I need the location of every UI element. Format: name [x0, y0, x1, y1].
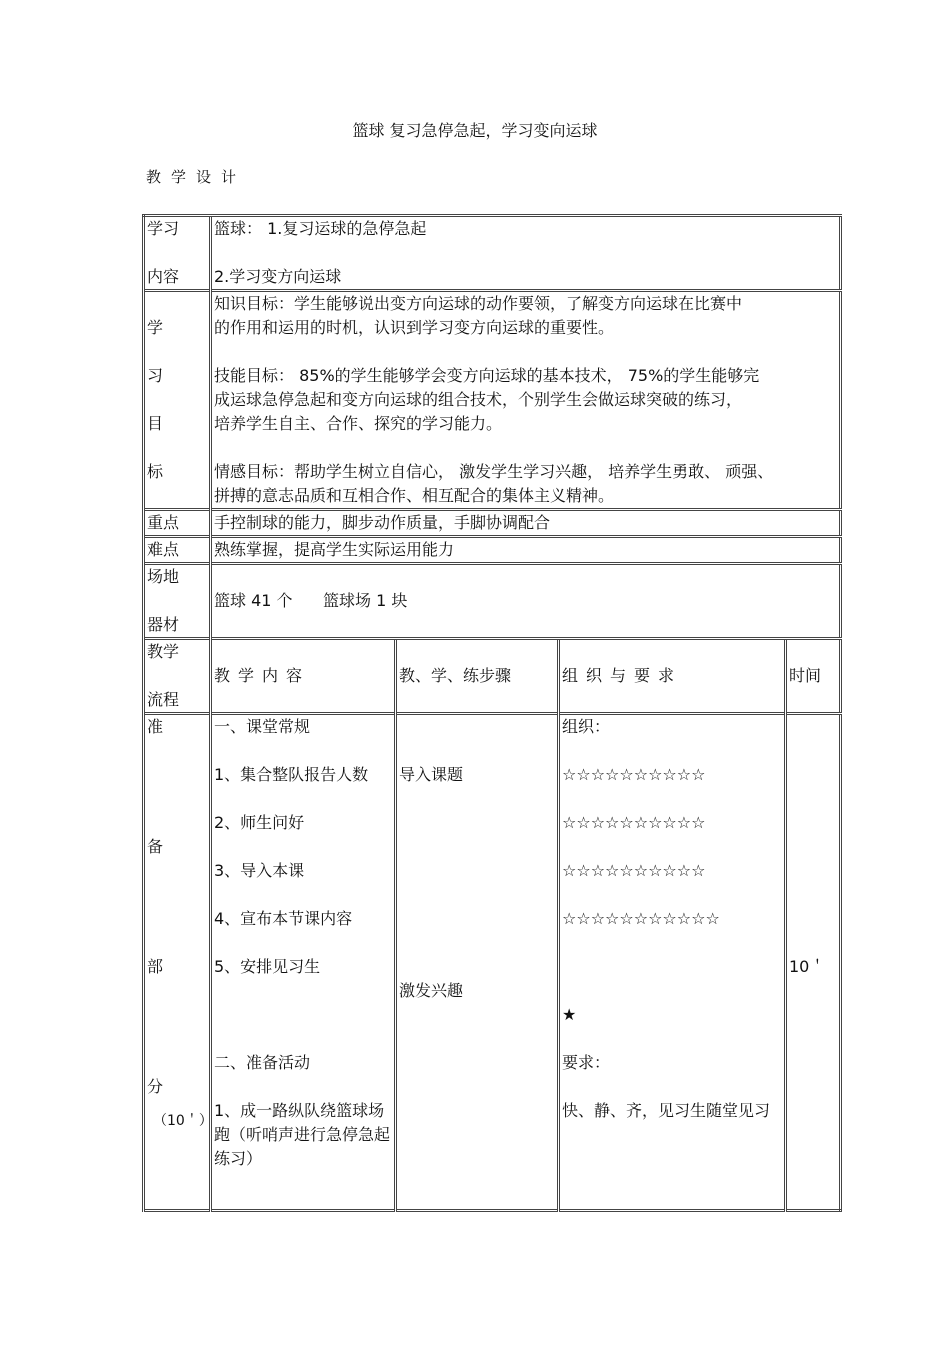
- list-item: 二、准备活动: [214, 1053, 311, 1072]
- label-prep: 准 备 部 分 （10＇）: [144, 714, 211, 1211]
- list-item: 激发兴趣: [399, 981, 464, 1000]
- list-item: 5、安排见习生: [214, 957, 321, 976]
- goals-text: 知识目标：学生能够说出变方向运球的动作要领，了解变方向运球在比赛中 的作用和运用的时机，认识到学习变方向运球的重要性。 技能目标： 85%的学生能够学会变方向运球的基本技术， 75%的学生能够完 成运球急停急起和变方向运球的组合技术，个别学生会做运球突破的练习， 培养学生自主、合作、探究的学习能力。 情感目标：帮助学生树立自信心， 激发学生学习兴趣， 培养学生勇敢、 顽强、 拼搏的意志品质和互相合作、相互配合的集体主义精神。: [211, 291, 841, 510]
- venue-text: 篮球 41 个 篮球场 1 块: [211, 564, 841, 639]
- header-steps: 教、学、练步骤: [396, 639, 559, 714]
- content-text: 篮球： 1.复习运球的急停急起 2.学习变方向运球: [211, 216, 841, 291]
- row-difficulty: [144, 537, 841, 564]
- list-item: 要求：: [562, 1053, 611, 1072]
- label-key: 重点: [144, 510, 211, 537]
- document-title: 篮球 复习急停急起，学习变向运球: [352, 121, 598, 140]
- row-key: [144, 510, 841, 537]
- formation-row: ☆☆☆☆☆☆☆☆☆☆: [562, 861, 706, 880]
- formation-row: ☆☆☆☆☆☆☆☆☆☆: [562, 813, 706, 832]
- list-item: 一、课堂常规: [214, 717, 311, 736]
- row-process-header: [144, 639, 841, 714]
- header-org: 组织与要求: [559, 639, 786, 714]
- header-time: 时间: [786, 639, 841, 714]
- row-content: [144, 216, 841, 291]
- lesson-plan-table: [142, 214, 842, 1212]
- list-item: 1、集合整队报告人数: [214, 765, 369, 784]
- goal-emotion: 情感目标：帮助学生树立自信心， 激发学生学习兴趣， 培养学生勇敢、 顽强、: [214, 462, 774, 481]
- label-goals: 学 习 目 标: [144, 291, 211, 510]
- prep-time: 10＇: [786, 714, 841, 1211]
- key-text: 手控制球的能力，脚步动作质量，手脚协调配合: [211, 510, 841, 537]
- goal-skill: 技能目标： 85%的学生能够学会变方向运球的基本技术， 75%的学生能够完: [214, 366, 760, 385]
- label-venue: 场地 器材: [144, 564, 211, 639]
- list-item: 1、成一路纵队绕篮球场跑（听哨声进行急停急起练习）: [214, 1101, 391, 1168]
- list-item: 快、静、齐，见习生随堂见习: [562, 1101, 771, 1120]
- prep-content: [211, 714, 396, 1211]
- row-goals: [144, 291, 841, 510]
- list-item: 2、师生问好: [214, 813, 305, 832]
- teacher-marker: ★: [562, 1005, 577, 1024]
- list-item: 组织：: [562, 717, 611, 736]
- formation-row: ☆☆☆☆☆☆☆☆☆☆: [562, 765, 706, 784]
- list-item: 4、宣布本节课内容: [214, 909, 353, 928]
- list-item: 3、导入本课: [214, 861, 305, 880]
- prep-steps: [396, 714, 559, 1211]
- row-preparation: [144, 714, 841, 1211]
- label-difficulty: 难点: [144, 537, 211, 564]
- label-process: 教学 流程: [144, 639, 211, 714]
- formation-row: ☆☆☆☆☆☆☆☆☆☆☆: [562, 909, 720, 928]
- document-subtitle: 教学设计: [146, 168, 247, 186]
- goal-knowledge: 知识目标：学生能够说出变方向运球的动作要领，了解变方向运球在比赛中: [214, 294, 743, 313]
- row-venue: [144, 564, 841, 639]
- header-content: 教学内容: [211, 639, 396, 714]
- label-content: 学习 内容: [144, 216, 211, 291]
- prep-org: [559, 714, 786, 1211]
- difficulty-text: 熟练掌握，提高学生实际运用能力: [211, 537, 841, 564]
- list-item: 导入课题: [399, 765, 464, 784]
